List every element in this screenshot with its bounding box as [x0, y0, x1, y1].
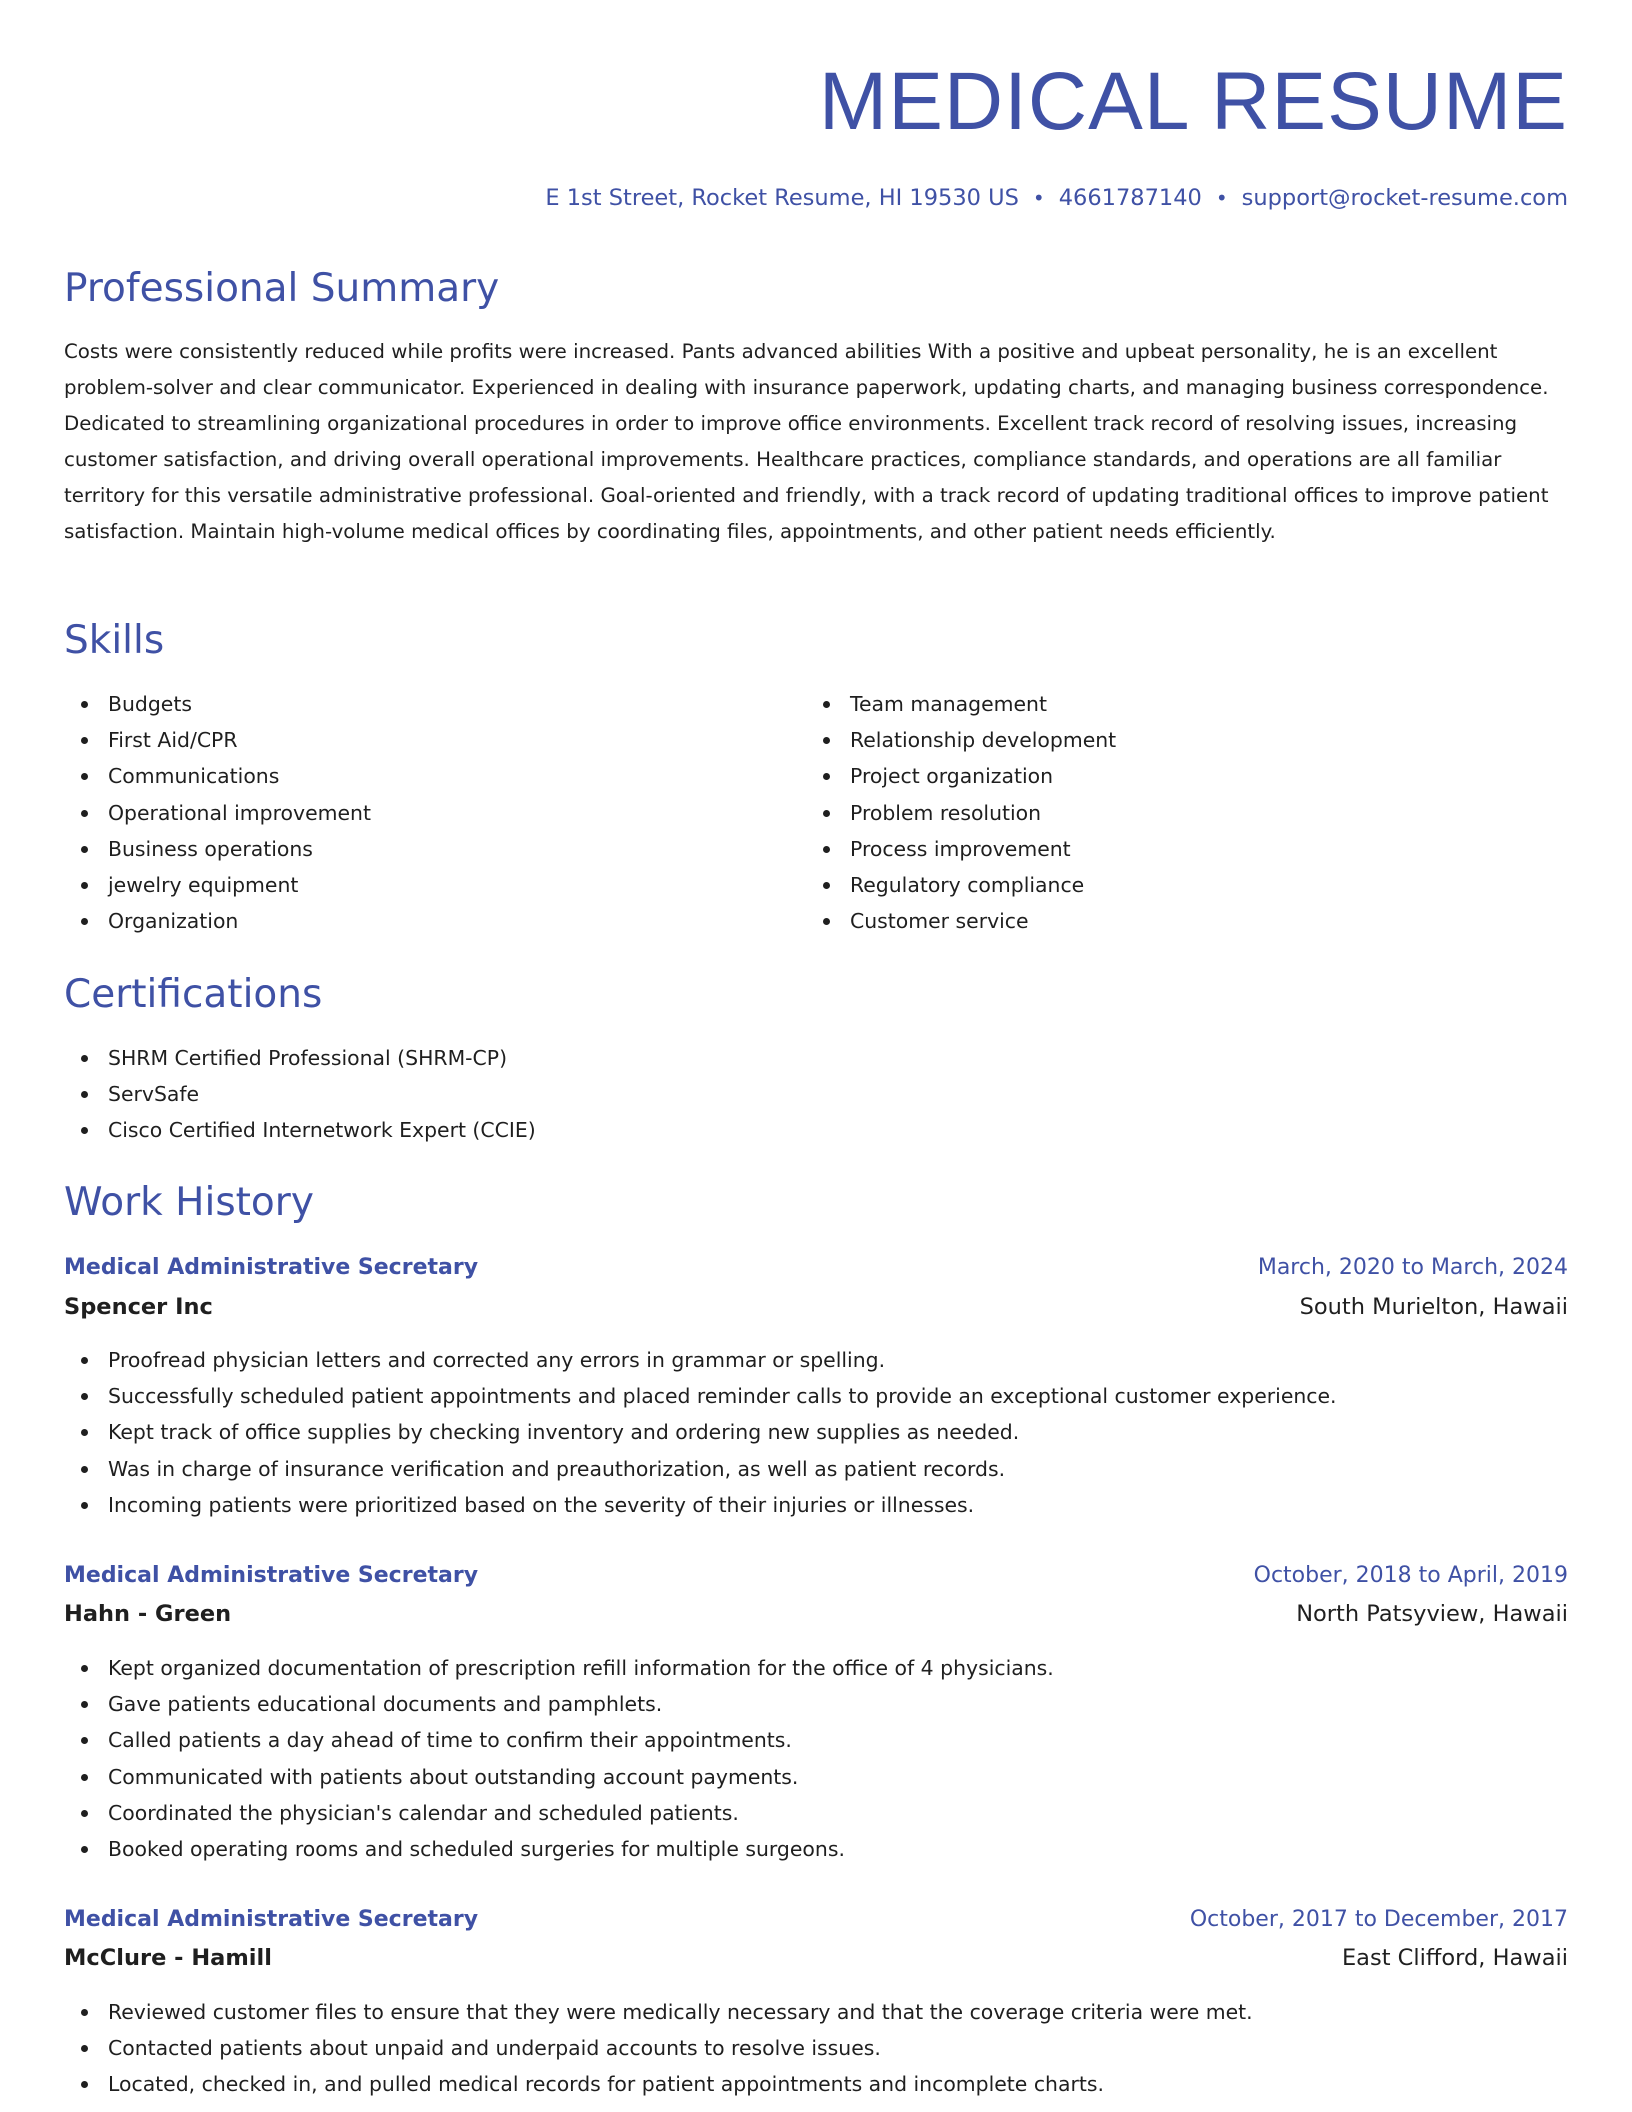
job-dates: October, 2017 to December, 2017 [1189, 1907, 1568, 1932]
job-bullet: Successfully scheduled patient appointments and placed reminder calls to provide an exceptional customer experience. [64, 1378, 1568, 1414]
contact-line [545, 180, 1568, 216]
job-title: Medical Administrative Secretary [64, 1255, 479, 1280]
job-bullet: Gave patients educational documents and pamphlets. [64, 1686, 1568, 1722]
contact-separator: • [1032, 186, 1045, 210]
job-bullet: Incoming patients were prioritized based on the severity of their injuries or illnesses. [64, 1487, 1568, 1523]
skill-item: Process improvement [806, 831, 1526, 867]
job-title: Medical Administrative Secretary [64, 1563, 479, 1588]
job-bullet: Located, checked in, and pulled medical records for patient appointments and incomplete charts. [64, 2066, 1568, 2102]
certifications-list [64, 1040, 1568, 1149]
skill-item: Regulatory compliance [806, 867, 1526, 903]
job-bullet: Booked operating rooms and scheduled surgeries for multiple surgeons. [64, 1831, 1568, 1867]
certification-item: SHRM Certified Professional (SHRM-CP) [64, 1040, 1568, 1076]
job-bullet: Proofread physician letters and corrected any errors in grammar or spelling. [64, 1342, 1568, 1378]
job-location: East Clifford, Hawaii [1341, 1945, 1568, 1971]
contact-separator: • [1215, 186, 1228, 210]
skill-item: jewelry equipment [64, 867, 784, 903]
skill-item: Team management [806, 686, 1526, 722]
job-bullet: Was in charge of insurance verification and preauthorization, as well as patient records. [64, 1451, 1568, 1487]
skills-list-right [806, 686, 1526, 939]
skill-item: Operational improvement [64, 795, 784, 831]
job-company: Hahn - Green [64, 1601, 232, 1627]
job-bullets [64, 1342, 1568, 1523]
job-title: Medical Administrative Secretary [64, 1907, 479, 1932]
section-title-skills: Skills [64, 618, 165, 663]
section-title-certifications: Certifications [64, 972, 323, 1017]
skill-item: Organization [64, 903, 784, 939]
skill-item: Project organization [806, 758, 1526, 794]
job-company: Spencer Inc [64, 1294, 213, 1320]
job-bullet: Coordinated the physician's calendar and scheduled patients. [64, 1795, 1568, 1831]
certification-item: ServSafe [64, 1076, 1568, 1112]
section-title-work-history: Work History [64, 1180, 314, 1225]
resume-title: MEDICAL RESUME [818, 56, 1568, 147]
skill-item: Business operations [64, 831, 784, 867]
skills-list-left [64, 686, 784, 939]
summary-text: Costs were consistently reduced while profits were increased. Pants advanced abilities With a positive and upbeat personality, he is an excellent problem-solver and clear communicator. Experienced in dealing with insurance paperwork, updating charts, and managing business correspondence. Dedicated to streamlining organizational procedures in order to improve office environments. Excellent track record of resolving issues, increasing customer satisfaction, and driving overall operational improvements. Healthcare practices, compliance standards, and operations are all familiar territory for this versatile administrative professional. Goal-oriented and friendly, with a track record of updating traditional offices to improve patient satisfaction. Maintain high-volume medical offices by coordinating files, appointments, and other patient needs efficiently. [64, 340, 1549, 543]
skill-item: Problem resolution [806, 795, 1526, 831]
job-bullet: Called patients a day ahead of time to confirm their appointments. [64, 1722, 1568, 1758]
skill-item: Customer service [806, 903, 1526, 939]
contact-email[interactable]: support@rocket-resume.com [1241, 185, 1568, 211]
skill-item: Relationship development [806, 722, 1526, 758]
skill-item: First Aid/CPR [64, 722, 784, 758]
contact-phone: 4661787140 [1058, 185, 1202, 211]
job-bullet: Communicated with patients about outstanding account payments. [64, 1759, 1568, 1795]
certification-item: Cisco Certified Internetwork Expert (CCIE) [64, 1112, 1568, 1148]
job-location: North Patsyview, Hawaii [1296, 1601, 1568, 1627]
job-location: South Murielton, Hawaii [1299, 1294, 1568, 1320]
job-dates: March, 2020 to March, 2024 [1257, 1255, 1568, 1280]
job-bullet: Reviewed customer files to ensure that they were medically necessary and that the coverage criteria were met. [64, 1994, 1568, 2030]
job-bullet: Contacted patients about unpaid and underpaid accounts to resolve issues. [64, 2030, 1568, 2066]
contact-address: E 1st Street, Rocket Resume, HI 19530 US [545, 185, 1019, 211]
job-bullet: Kept track of office supplies by checking inventory and ordering new supplies as needed. [64, 1414, 1568, 1450]
job-bullet: Kept organized documentation of prescription refill information for the office of 4 physicians. [64, 1650, 1568, 1686]
section-title-summary: Professional Summary [64, 266, 500, 311]
job-bullets [64, 1650, 1568, 1867]
skill-item: Communications [64, 758, 784, 794]
job-dates: October, 2018 to April, 2019 [1253, 1563, 1568, 1588]
job-company: McClure - Hamill [64, 1945, 272, 1971]
skill-item: Budgets [64, 686, 784, 722]
job-bullets [64, 1994, 1568, 2103]
